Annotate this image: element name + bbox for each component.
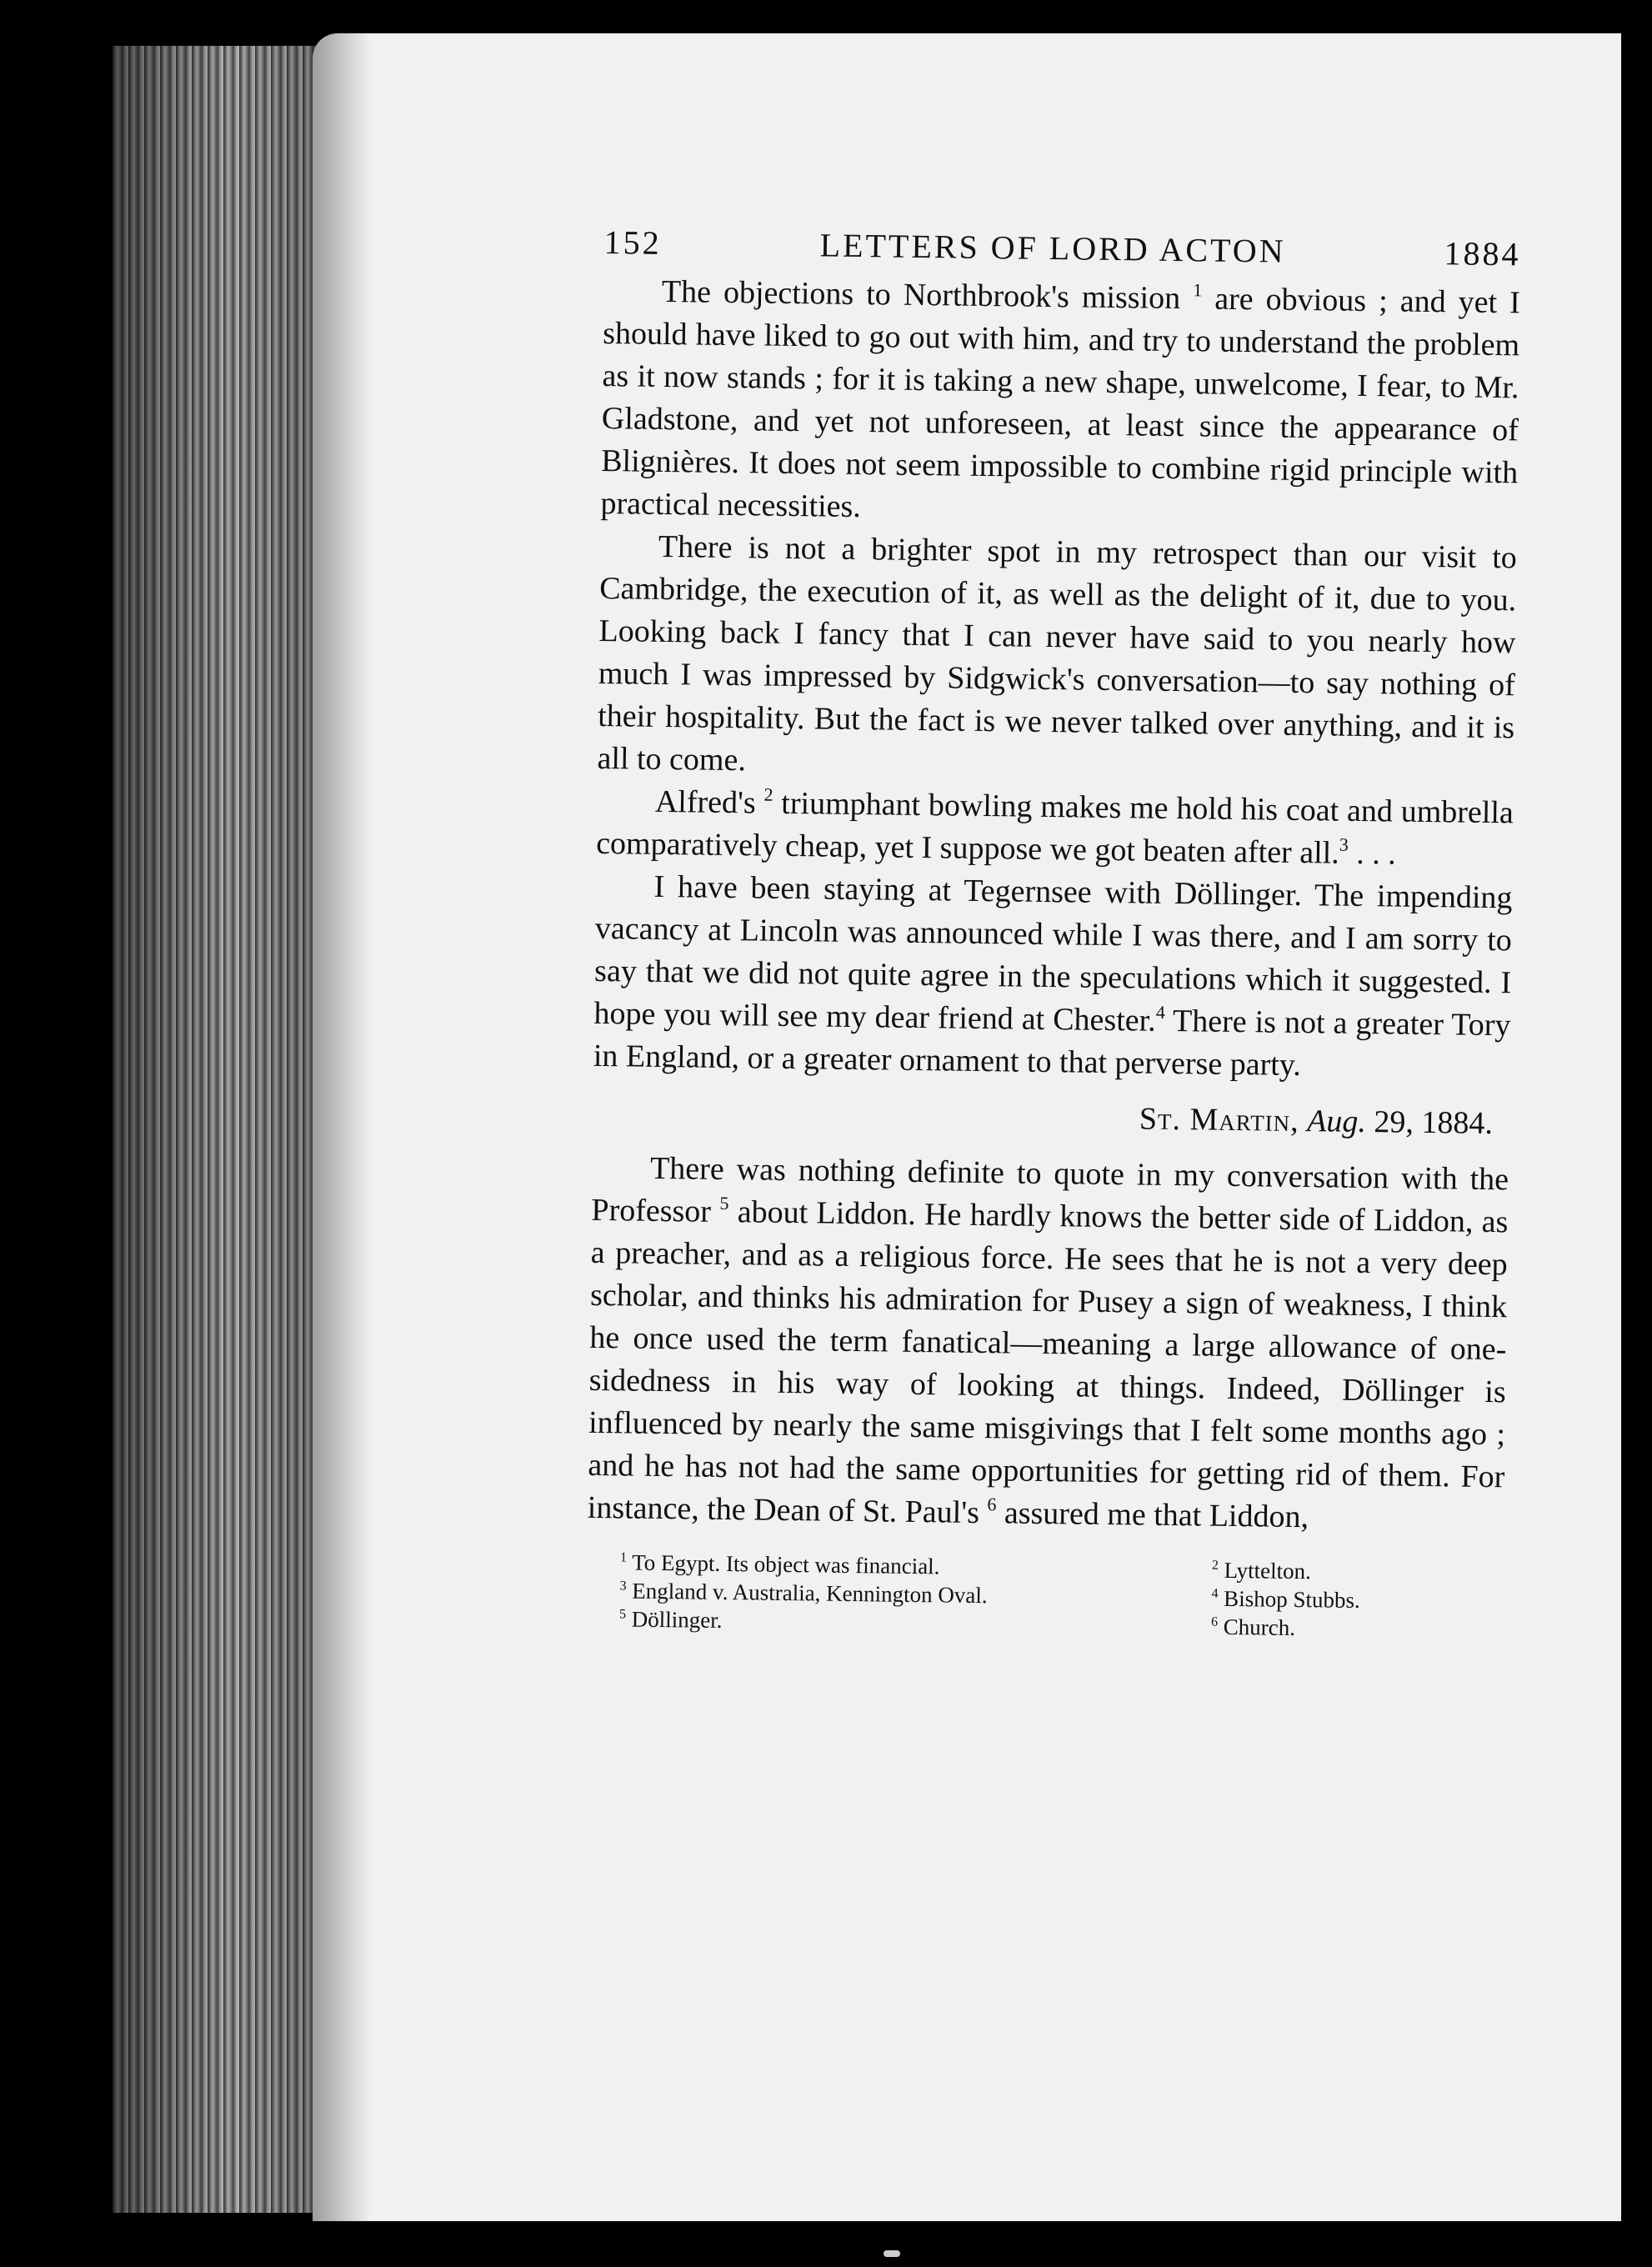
footnote-marker: 6	[987, 1494, 997, 1515]
dateline-date: 29, 1884.	[1374, 1104, 1494, 1142]
footnote-number: 1	[619, 1550, 628, 1565]
footnote-number: 5	[619, 1607, 627, 1622]
page-text-block	[586, 221, 1521, 1644]
letter-body-part-1	[593, 270, 1521, 1089]
paragraph-text: about Liddon. He hardly knows the better side of Liddon, as a preacher, and as a religious force. He sees that he is not a very deep scholar, and thinks his admiration for Pusey a sign of weakness, I think he once used the term fanatical—meaning a large allowance of one-sidedness in his way of looking at things. Indeed, Döllinger is influenced by nearly the same misgivings that I felt some months ago ; and he has not had the same opportunities for getting rid of them. For instance, the Dean of St. Paul's	[587, 1194, 1509, 1531]
footnote-marker: 5	[719, 1192, 729, 1214]
footnote	[1212, 1556, 1504, 1589]
letter-body-part-2	[587, 1147, 1509, 1541]
footnote-text: To Egypt. Its object was financial.	[626, 1549, 940, 1579]
footnote-number: 3	[619, 1579, 627, 1594]
footnote-marker: 4	[1155, 1001, 1166, 1023]
footnote-number: 4	[1211, 1586, 1219, 1601]
paragraph-text: triumphant bowling makes me hold his coat and umbrella comparatively cheap, yet I suppose we got beaten after all.	[595, 785, 1514, 871]
page-edge-shadow	[113, 46, 329, 2213]
footnote-text: Church.	[1217, 1614, 1296, 1640]
paragraph	[600, 270, 1520, 537]
paragraph-text: There is not a greater Tory in England, or a greater ornament to that perverse party.	[593, 1003, 1511, 1083]
paragraph-text: There is not a brighter spot in my retrospect than our visit to Cambridge, the execution of it, as well as the delight of it, due to you. Looking back I fancy that I can never have said to you nearly how much I was impressed by Sidgwick's conversation—to say nothing of their hospitality. But the fact is we never talked over anything, and it is all to come.	[597, 528, 1518, 778]
dateline-month: Aug.	[1306, 1103, 1367, 1140]
scan-smudge	[884, 2250, 900, 2257]
footnote-text: Döllinger.	[625, 1606, 723, 1633]
paragraph	[587, 1147, 1509, 1541]
paragraph	[596, 780, 1514, 877]
footnote-marker: 1	[1193, 279, 1203, 301]
paragraph-text: . . .	[1348, 835, 1396, 872]
paragraph-text: Alfred's	[654, 783, 764, 821]
running-head-year: 1884	[1444, 234, 1521, 273]
paragraph-text: assured me that Liddon,	[996, 1495, 1309, 1535]
footnotes	[586, 1548, 1504, 1644]
dateline-place: St. Martin,	[1139, 1101, 1299, 1139]
footnote-number: 6	[1210, 1614, 1219, 1629]
page-number: 152	[603, 223, 662, 262]
footnote-text: England v. Australia, Kennington Oval.	[626, 1578, 988, 1609]
paragraph-text: The objections to Northbrook's mission	[661, 273, 1194, 317]
paragraph	[597, 525, 1517, 792]
footnote-text: Lyttelton.	[1218, 1557, 1312, 1584]
gutter-shadow	[313, 33, 371, 2221]
paragraph-text: I have been staying at Tegernsee with Döllinger. The impending vacancy at Lincoln was announced while I was there, and I am sorry to say that we did not quite agree in the speculations which it suggested. I hope you will see my dear friend at Chester.	[593, 868, 1513, 1038]
paragraph-text: There was nothing definite to quote in my conversation with the Professor	[591, 1150, 1509, 1229]
footnote	[1211, 1584, 1503, 1617]
footnote-marker: 2	[763, 783, 773, 805]
running-head-title: LETTERS OF LORD ACTON	[819, 226, 1286, 270]
footnote-text: Bishop Stubbs.	[1218, 1585, 1360, 1614]
footnote-marker: 3	[1339, 833, 1349, 855]
footnote	[1211, 1613, 1503, 1645]
dateline	[593, 1091, 1510, 1145]
paragraph-text: are obvious ; and yet I should have liked to go out with him, and try to understand the problem as it now stands ; for it is taking a new shape, unwelcome, I fear, to Mr. Gladstone, and yet not unforeseen, at least since the appearance of Blignières. It does not seem impossible to combine rigid principle with practical necessities.	[600, 281, 1521, 525]
paragraph	[593, 865, 1513, 1089]
footnote-number: 2	[1211, 1558, 1219, 1573]
